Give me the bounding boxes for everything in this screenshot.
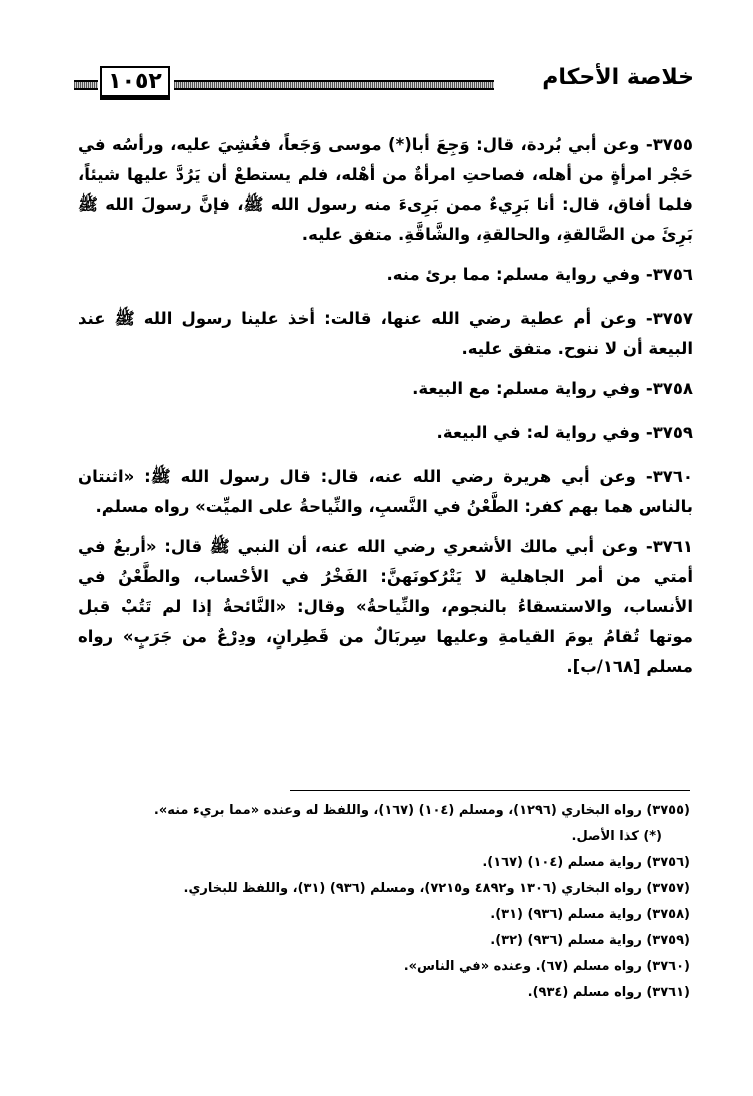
footnote-asterisk: (*) كذا الأصل. <box>571 829 662 844</box>
footnote-separator <box>290 790 690 791</box>
footnote-3761: (٣٧٦١) رواه مسلم (٩٣٤). <box>527 985 690 1000</box>
hadith-3760: ٣٧٦٠- وعن أبي هريرة رضي الله عنه، قال: قال رسول الله ﷺ: «اثنتان بالناس هما بهم كفر: الطَّعْنُ في النَّسبِ، والنِّياحةُ على الميِّت» رواه مسلم. <box>78 467 693 516</box>
hadith-3755: ٣٧٥٥- وعن أبي بُردة، قال: وَجِعَ أبا(*) موسى وَجَعاً، فغُشِيَ عليه، ورأسُه في حَجْر امرأةٍ من أهله، فصاحتِ امرأةٌ من أهْله، فلم يستطعْ أن يَرُدَّ عليها شيئاً، فلما أفاق، قال: أنا بَرِيءٌ ممن بَرِىءَ منه رسول الله ﷺ، فإنَّ رسولَ الله ﷺ بَرِئَ من الصَّالقةِ، والحالقةِ، والشَّاقَّةِ. متفق عليه. <box>78 135 693 244</box>
page-number: ١٠٥٢ <box>100 66 170 100</box>
footnote-3756: (٣٧٥٦) رواية مسلم (١٠٤) (١٦٧). <box>482 855 690 870</box>
running-header <box>74 60 694 106</box>
footnotes <box>60 798 690 1006</box>
header-decorative-rule <box>174 80 494 90</box>
hadith-3759: ٣٧٥٩- وفي رواية له: في البيعة. <box>436 423 693 442</box>
footnote-3759: (٣٧٥٩) رواية مسلم (٩٣٦) (٣٢). <box>490 933 690 948</box>
footnote-3755: (٣٧٥٥) رواه البخاري (١٢٩٦)، ومسلم (١٠٤) (١٦٧)، واللفظ له وعنده «مما بريء منه». <box>153 803 690 818</box>
header-decorative-rule-left <box>74 80 98 90</box>
hadith-3761: ٣٧٦١- وعن أبي مالك الأشعري رضي الله عنه، أن النبي ﷺ قال: «أربعٌ في أمتي من أمر الجاهلية لا يَتْرُكونَهنَّ: الفَخْرُ في الأحْساب، والطَّعْنُ في الأنساب، والاستسقاءُ بالنجوم، والنِّياحةُ» وقال: «النَّائحةُ إذا لم تَتُبْ قبل موتها تُقامُ يومَ القيامةِ وعليها سِربَالٌ من قَطِرانٍ، ودِرْعٌ من جَرَبٍ» رواه مسلم [١٦٨/ب]. <box>78 537 693 676</box>
footnote-3760: (٣٧٦٠) رواه مسلم (٦٧). وعنده «في الناس». <box>403 959 690 974</box>
hadith-3758: ٣٧٥٨- وفي رواية مسلم: مع البيعة. <box>412 379 693 398</box>
footnote-3758: (٣٧٥٨) رواية مسلم (٩٣٦) (٣١). <box>490 907 690 922</box>
hadith-3757: ٣٧٥٧- وعن أم عطية رضي الله عنها، قالت: أخذ علينا رسول الله ﷺ عند البيعة أن لا ننوح. متفق عليه. <box>78 309 693 358</box>
main-text <box>78 130 693 692</box>
hadith-3756: ٣٧٥٦- وفي رواية مسلم: مما برئ منه. <box>386 265 693 284</box>
footnote-3757: (٣٧٥٧) رواه البخاري (١٣٠٦ و٤٨٩٢ و٧٢١٥)، ومسلم (٩٣٦) (٣١)، واللفظ للبخاري. <box>183 881 690 896</box>
header-title: خلاصة الأحكام <box>542 65 694 90</box>
